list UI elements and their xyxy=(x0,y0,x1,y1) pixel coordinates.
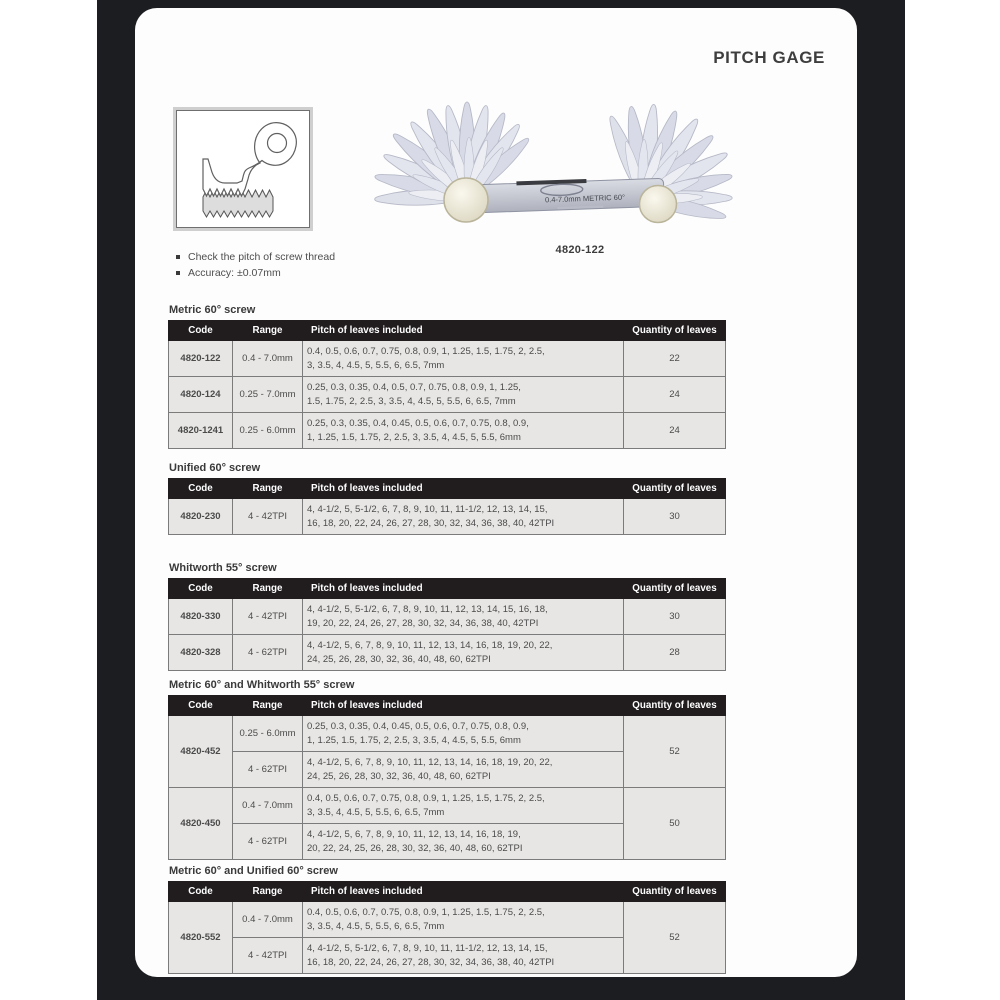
quantity-cell: 50 xyxy=(624,788,726,860)
table-row xyxy=(169,788,726,824)
header-row xyxy=(169,696,726,716)
column-header-quantity: Quantity of leaves xyxy=(624,579,726,599)
pitch-cell: 0.25, 0.3, 0.35, 0.4, 0.45, 0.5, 0.6, 0.7, 0.75, 0.8, 0.9, 1, 1.25, 1.5, 1.75, 2, 2.5, 3, 3.5, 4, 4.5, 5, 5.5, 6mm xyxy=(303,716,624,752)
pitch-cell: 4, 4-1/2, 5, 5-1/2, 6, 7, 8, 9, 10, 11, 11-1/2, 12, 13, 14, 15, 16, 18, 20, 22, 24, 26, 27, 28, 30, 32, 34, 36, 38, 40, 42TPI xyxy=(303,499,624,535)
pitch-gage-schematic-box xyxy=(176,110,310,228)
code-cell: 4820-450 xyxy=(169,788,233,860)
range-cell: 0.25 - 6.0mm xyxy=(233,716,303,752)
gage-body-label: 0.4-7.0mm METRIC 60° xyxy=(544,192,626,205)
column-header-code: Code xyxy=(169,321,233,341)
code-cell: 4820-1241 xyxy=(169,413,233,449)
column-header-quantity: Quantity of leaves xyxy=(624,696,726,716)
column-header-range: Range xyxy=(233,882,303,902)
pitch-cell: 4, 4-1/2, 5, 5-1/2, 6, 7, 8, 9, 10, 11, 12, 13, 14, 15, 16, 18, 19, 20, 22, 24, 26, 27, 28, 30, 32, 34, 36, 38, 40, 42TPI xyxy=(303,599,624,635)
column-header-range: Range xyxy=(233,579,303,599)
column-header-code: Code xyxy=(169,579,233,599)
pitch-gage-photo-illustration xyxy=(357,86,807,241)
column-header-code: Code xyxy=(169,479,233,499)
feature-text: Check the pitch of screw thread xyxy=(188,251,336,263)
header-row xyxy=(169,321,726,341)
header-row xyxy=(169,479,726,499)
table-row xyxy=(169,499,726,535)
spec-table-metric-unified xyxy=(168,881,726,974)
feature-list xyxy=(176,249,335,281)
table-row xyxy=(169,599,726,635)
section-metric-unified xyxy=(168,865,725,974)
section-unified-60 xyxy=(168,462,725,535)
column-header-quantity: Quantity of leaves xyxy=(624,479,726,499)
table-row xyxy=(169,413,726,449)
pitch-cell: 0.4, 0.5, 0.6, 0.7, 0.75, 0.8, 0.9, 1, 1.25, 1.5, 1.75, 2, 2.5, 3, 3.5, 4, 4.5, 5, 5.5, 6, 6.5, 7mm xyxy=(303,902,624,938)
quantity-cell: 22 xyxy=(624,341,726,377)
product-photo xyxy=(357,86,807,241)
range-cell: 4 - 62TPI xyxy=(233,752,303,788)
square-bullet-icon xyxy=(176,255,180,259)
column-header-code: Code xyxy=(169,696,233,716)
spec-table-whitworth-55 xyxy=(168,578,726,671)
range-cell: 0.4 - 7.0mm xyxy=(233,341,303,377)
code-cell: 4820-122 xyxy=(169,341,233,377)
feature-text: Accuracy: ±0.07mm xyxy=(188,267,281,279)
section-metric-60 xyxy=(168,304,725,449)
catalog-white-page xyxy=(135,8,857,977)
column-header-range: Range xyxy=(233,696,303,716)
page-title: PITCH GAGE xyxy=(713,48,825,67)
quantity-cell: 52 xyxy=(624,716,726,788)
table-row xyxy=(169,341,726,377)
code-cell: 4820-452 xyxy=(169,716,233,788)
code-cell: 4820-552 xyxy=(169,902,233,974)
section-title: Metric 60° and Whitworth 55° screw xyxy=(169,679,355,691)
code-cell: 4820-330 xyxy=(169,599,233,635)
table-row xyxy=(169,635,726,671)
column-header-range: Range xyxy=(233,479,303,499)
range-cell: 4 - 42TPI xyxy=(233,938,303,974)
gage-leaf-shape xyxy=(203,123,296,196)
quantity-cell: 28 xyxy=(624,635,726,671)
range-cell: 4 - 42TPI xyxy=(233,499,303,535)
column-header-quantity: Quantity of leaves xyxy=(624,882,726,902)
pitch-gage-drawing-icon xyxy=(177,111,309,227)
pitch-cell: 4, 4-1/2, 5, 6, 7, 8, 9, 10, 11, 12, 13, 14, 16, 18, 19, 20, 22, 24, 25, 26, 28, 30, 32, 36, 40, 48, 60, 62TPI xyxy=(303,752,624,788)
pitch-cell: 0.4, 0.5, 0.6, 0.7, 0.75, 0.8, 0.9, 1, 1.25, 1.5, 1.75, 2, 2.5, 3, 3.5, 4, 4.5, 5, 5.5, 6, 6.5, 7mm xyxy=(303,788,624,824)
range-cell: 0.4 - 7.0mm xyxy=(233,788,303,824)
column-header-code: Code xyxy=(169,882,233,902)
table-row xyxy=(169,902,726,938)
pitch-cell: 0.4, 0.5, 0.6, 0.7, 0.75, 0.8, 0.9, 1, 1.25, 1.5, 1.75, 2, 2.5, 3, 3.5, 4, 4.5, 5, 5.5, 6, 6.5, 7mm xyxy=(303,341,624,377)
pitch-cell: 4, 4-1/2, 5, 6, 7, 8, 9, 10, 11, 12, 13, 14, 16, 18, 19, 20, 22, 24, 25, 26, 28, 30, 32, 36, 40, 48, 60, 62TPI xyxy=(303,635,624,671)
spec-table-unified-60 xyxy=(168,478,726,535)
pitch-cell: 4, 4-1/2, 5, 6, 7, 8, 9, 10, 11, 12, 13, 14, 16, 18, 19, 20, 22, 24, 25, 26, 28, 30, 32, 36, 40, 48, 60, 62TPI xyxy=(303,824,624,860)
table-row xyxy=(169,716,726,752)
header-row xyxy=(169,882,726,902)
column-header-pitch: Pitch of leaves included xyxy=(303,696,624,716)
column-header-range: Range xyxy=(233,321,303,341)
pitch-cell: 4, 4-1/2, 5, 5-1/2, 6, 7, 8, 9, 10, 11, 11-1/2, 12, 13, 14, 15, 16, 18, 20, 22, 24, 26, 27, 28, 30, 32, 34, 36, 38, 40, 42TPI xyxy=(303,938,624,974)
quantity-cell: 30 xyxy=(624,499,726,535)
section-title: Unified 60° screw xyxy=(169,462,261,474)
section-title: Metric 60° and Unified 60° screw xyxy=(169,865,338,877)
quantity-cell: 24 xyxy=(624,413,726,449)
quantity-cell: 24 xyxy=(624,377,726,413)
product-code-caption: 4820-122 xyxy=(555,244,605,256)
code-cell: 4820-230 xyxy=(169,499,233,535)
pitch-cell: 0.25, 0.3, 0.35, 0.4, 0.5, 0.7, 0.75, 0.8, 0.9, 1, 1.25, 1.5, 1.75, 2, 2.5, 3, 3.5, 4, 4.5, 5, 5.5, 6, 6.5, 7mm xyxy=(303,377,624,413)
column-header-pitch: Pitch of leaves included xyxy=(303,579,624,599)
feature-item xyxy=(176,249,335,265)
range-cell: 4 - 62TPI xyxy=(233,824,303,860)
table-row xyxy=(169,377,726,413)
left-pivot-nut xyxy=(444,178,488,222)
header-row xyxy=(169,579,726,599)
leaf-hole xyxy=(268,134,287,153)
spec-table-metric-whitworth xyxy=(168,695,726,860)
range-cell: 0.25 - 6.0mm xyxy=(233,413,303,449)
code-cell: 4820-328 xyxy=(169,635,233,671)
section-title: Metric 60° screw xyxy=(169,304,256,316)
quantity-cell: 52 xyxy=(624,902,726,974)
range-cell: 4 - 62TPI xyxy=(233,635,303,671)
section-title: Whitworth 55° screw xyxy=(169,562,277,574)
range-cell: 4 - 42TPI xyxy=(233,599,303,635)
column-header-pitch: Pitch of leaves included xyxy=(303,321,624,341)
section-metric-whitworth xyxy=(168,679,725,860)
column-header-pitch: Pitch of leaves included xyxy=(303,882,624,902)
column-header-quantity: Quantity of leaves xyxy=(624,321,726,341)
quantity-cell: 30 xyxy=(624,599,726,635)
code-cell: 4820-124 xyxy=(169,377,233,413)
column-header-pitch: Pitch of leaves included xyxy=(303,479,624,499)
section-whitworth-55 xyxy=(168,562,725,671)
feature-item xyxy=(176,265,335,281)
range-cell: 0.25 - 7.0mm xyxy=(233,377,303,413)
right-pivot-nut xyxy=(640,186,677,223)
pitch-cell: 0.25, 0.3, 0.35, 0.4, 0.45, 0.5, 0.6, 0.7, 0.75, 0.8, 0.9, 1, 1.25, 1.5, 1.75, 2, 2.5, 3, 3.5, 4, 4.5, 5, 5.5, 6mm xyxy=(303,413,624,449)
square-bullet-icon xyxy=(176,271,180,275)
range-cell: 0.4 - 7.0mm xyxy=(233,902,303,938)
spec-table-metric-60 xyxy=(168,320,726,449)
